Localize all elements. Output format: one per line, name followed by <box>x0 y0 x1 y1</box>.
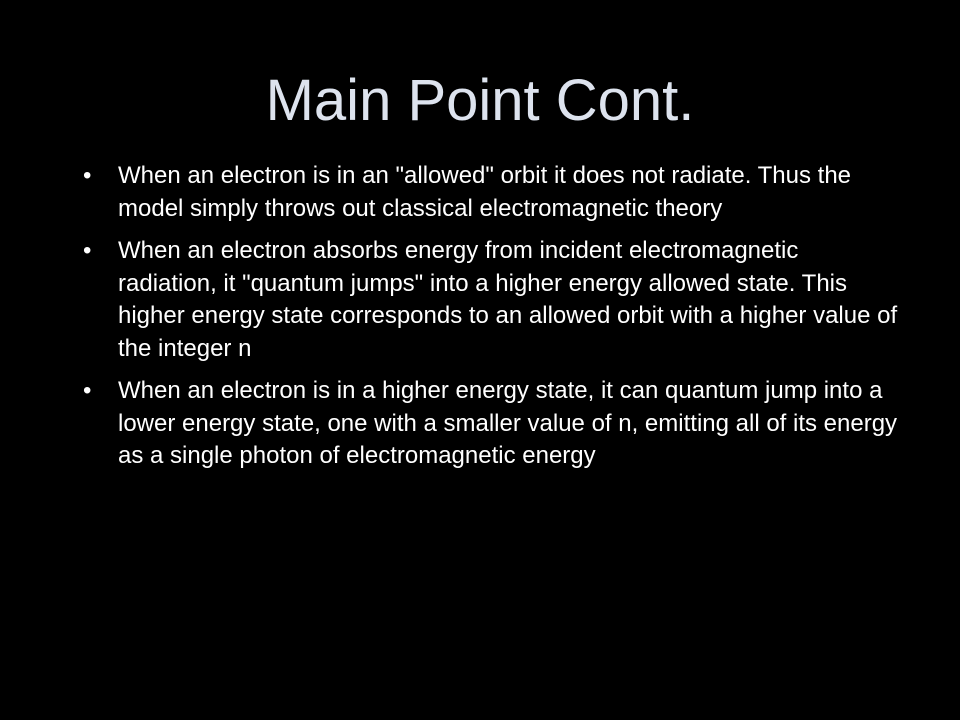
bullet-list <box>80 160 900 483</box>
bullet-icon: • <box>83 237 92 264</box>
bullet-text: When an electron is in an "allowed" orbit it does not radiate. Thus the model simply throws out classical electromagnetic theory <box>118 162 852 222</box>
bullet-icon: • <box>83 377 92 404</box>
bullet-text: When an electron is in a higher energy state, it can quantum jump into a lower energy state, one with a smaller value of n, emitting all of its energy as a single photon of electromagnetic energy <box>118 377 898 469</box>
bullet-item <box>80 375 900 473</box>
slide-title: Main Point Cont. <box>265 68 695 133</box>
bullet-icon: • <box>83 162 92 189</box>
bullet-text: When an electron absorbs energy from incident electromagnetic radiation, it "quantum jumps" into a higher energy allowed state. This higher energy state corresponds to an allowed orbit with a higher value of the integer n <box>118 237 898 362</box>
bullet-item <box>80 160 900 225</box>
bullet-item <box>80 235 900 365</box>
